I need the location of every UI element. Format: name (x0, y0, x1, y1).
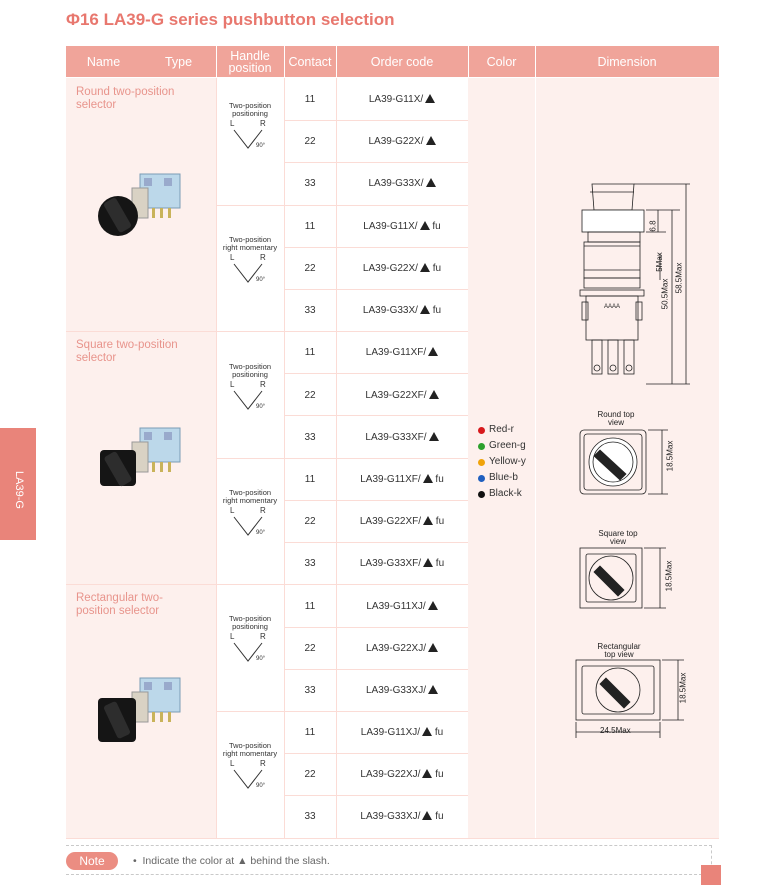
triangle-icon (420, 305, 430, 314)
dim-label-6-8: 6.8 (648, 220, 658, 232)
order-code-cell: LA39-G33XF/ (338, 432, 466, 443)
order-code-cell: LA39-G33XF/ fu (359, 558, 445, 569)
color-item: Yellow-y (478, 454, 526, 470)
triangle-icon (423, 516, 433, 525)
order-code-cell: LA39-G33XJ/ fu (360, 811, 444, 822)
header-handle-line2: position (228, 60, 272, 75)
header-type: Type (141, 46, 216, 77)
side-tab (0, 428, 36, 540)
color-list (478, 422, 526, 502)
header-order-code: Order code (336, 46, 468, 77)
page-title: Φ16 LA39-G series pushbutton selection (66, 10, 395, 29)
contact-cell: 22 (304, 263, 316, 274)
order-code-cell: LA39-G22XJ/ (338, 643, 466, 654)
color-item: Black-k (478, 486, 526, 502)
triangle-icon (428, 347, 438, 356)
triangle-icon (423, 558, 433, 567)
order-code-cell: LA39-G11X/ (338, 94, 466, 105)
order-code-cell: LA39-G33X/ (338, 178, 466, 189)
contact-cell: 11 (304, 474, 316, 485)
triangle-icon (425, 94, 435, 103)
handle-angle-icon (232, 768, 268, 794)
triangle-icon (429, 390, 439, 399)
round-top-view-label: Round top view (597, 410, 635, 427)
order-code-cell: LA39-G11XF/ fu (360, 474, 444, 485)
handle-angle-icon (232, 389, 268, 415)
order-code-cell: LA39-G11XF/ (338, 347, 466, 358)
contact-cell: 11 (304, 347, 316, 358)
handle-angle-icon (232, 515, 268, 541)
handle-rect-momentary: Two-position right momentary L R 90° (216, 742, 284, 794)
rectangular-selector-product-image (92, 672, 192, 752)
header-contact: Contact (284, 46, 336, 77)
contact-cell: 33 (304, 305, 316, 316)
handle-round-positioning: Two-position positioning L R 90° (216, 102, 284, 154)
rect-top-view-drawing (574, 658, 694, 740)
svg-text:AAAA: AAAA (604, 304, 621, 310)
dim-label-58-5max: 58.5Max (674, 262, 684, 294)
dim-label-5max: 5Max (654, 252, 664, 272)
order-code-cell: LA39-G22X/ (338, 136, 466, 147)
header-handle-line1: Handle (230, 48, 270, 63)
color-dot-icon (478, 475, 485, 482)
triangle-icon (429, 432, 439, 441)
round-top-view-drawing (578, 428, 678, 496)
order-code-cell: LA39-G11XJ/ fu (360, 727, 444, 738)
rect-dim-v-label: 18.5Max (678, 672, 688, 704)
square-selector-product-image (92, 422, 192, 502)
contact-cell: 22 (304, 643, 316, 654)
contact-cell: 11 (304, 727, 316, 738)
contact-cell: 22 (304, 136, 316, 147)
contact-cell: 11 (304, 601, 316, 612)
handle-square-positioning: Two-position positioning L R 90° (216, 363, 284, 415)
contact-cell: 22 (304, 516, 316, 527)
handle-angle-icon (232, 641, 268, 667)
note-label: Note (66, 852, 118, 870)
color-dot-icon (478, 459, 485, 466)
group-name-square: Square two-position selector (76, 339, 178, 364)
color-item: Red-r (478, 422, 526, 438)
rect-dim-h-label: 24.5Max (600, 726, 631, 735)
order-code-cell: LA39-G22XF/ fu (359, 516, 445, 527)
header-name: Name (66, 46, 141, 77)
contact-cell: 33 (304, 685, 316, 696)
header-handle (216, 46, 284, 77)
corner-accent (701, 865, 721, 885)
rect-top-view-label: Rectangular top view (597, 642, 641, 659)
triangle-icon (420, 263, 430, 272)
triangle-icon (428, 601, 438, 610)
square-top-view-drawing (578, 546, 678, 610)
handle-angle-icon (232, 262, 268, 288)
contact-cell: 11 (304, 94, 316, 105)
note-text: • Indicate the color at ▲ behind the slash. (133, 855, 330, 867)
round-dim-label: 18.5Max (665, 440, 675, 472)
contact-cell: 33 (304, 558, 316, 569)
contact-cell: 33 (304, 811, 316, 822)
color-dot-icon (478, 443, 485, 450)
header-dimension: Dimension (535, 46, 719, 77)
handle-round-momentary: Two-position right momentary L R 90° (216, 236, 284, 288)
side-tab-label: LA39-G (12, 471, 25, 509)
handle-angle-icon (232, 128, 268, 154)
order-code-cell: LA39-G22XJ/ fu (360, 769, 444, 780)
square-top-view-label: Square top view (598, 529, 638, 546)
square-dim-label: 18.5Max (664, 560, 674, 592)
contact-cell: 11 (304, 221, 316, 232)
order-code-cell: LA39-G22XF/ (338, 390, 466, 401)
order-code-cell: LA39-G33XJ/ (338, 685, 466, 696)
contact-cell: 33 (304, 432, 316, 443)
triangle-icon (420, 221, 430, 230)
contact-cell: 33 (304, 178, 316, 189)
header-color: Color (468, 46, 535, 77)
triangle-icon (423, 474, 433, 483)
order-code-cell: LA39-G22X/ fu (362, 263, 442, 274)
color-item: Green-g (478, 438, 526, 454)
dim-label-50-5max: 50.5Max (660, 278, 670, 310)
handle-square-momentary: Two-position right momentary L R 90° (216, 489, 284, 541)
triangle-icon (422, 727, 432, 736)
group-name-rectangular: Rectangular two- position selector (76, 592, 163, 617)
handle-rect-positioning: Two-position positioning L R 90° (216, 615, 284, 667)
group-name-round: Round two-position selector (76, 86, 175, 111)
color-dot-icon (478, 491, 485, 498)
triangle-icon (422, 769, 432, 778)
contact-cell: 22 (304, 769, 316, 780)
order-code-cell: LA39-G11X/ fu (363, 221, 441, 232)
triangle-icon (426, 178, 436, 187)
triangle-icon (426, 136, 436, 145)
color-item: Blue-b (478, 470, 526, 486)
triangle-icon (428, 643, 438, 652)
color-dot-icon (478, 427, 485, 434)
order-code-cell: LA39-G11XJ/ (338, 601, 466, 612)
triangle-icon (428, 685, 438, 694)
triangle-icon (422, 811, 432, 820)
round-selector-product-image (92, 168, 192, 248)
contact-cell: 22 (304, 390, 316, 401)
order-code-cell: LA39-G33X/ fu (362, 305, 442, 316)
